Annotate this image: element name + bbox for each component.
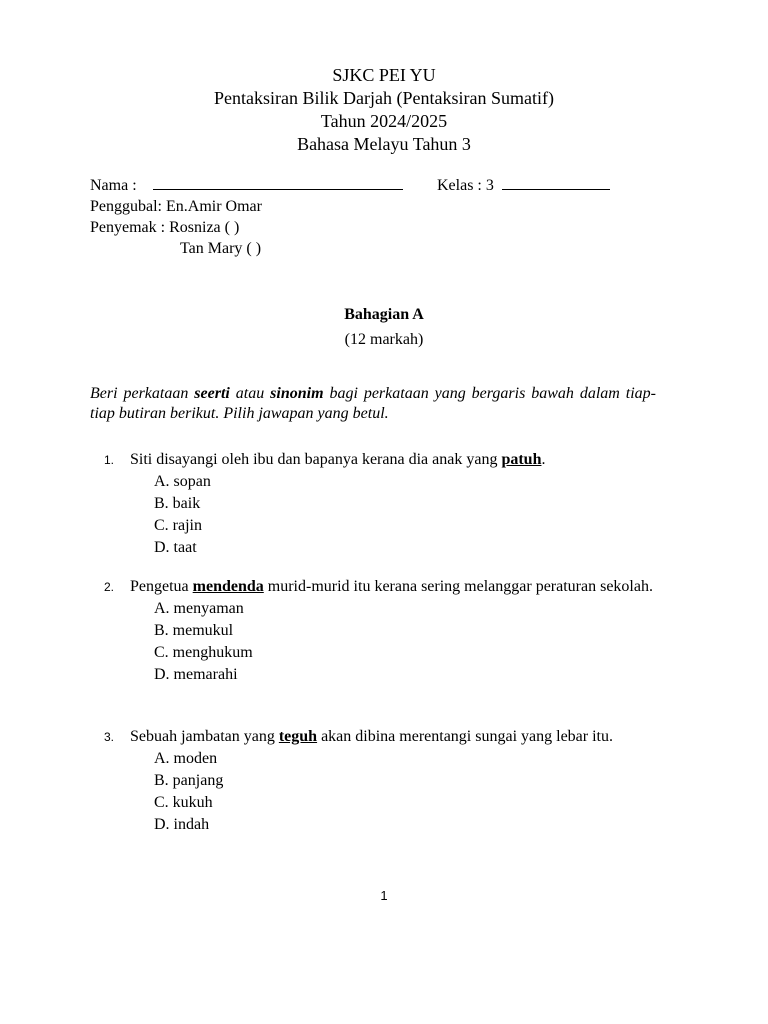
instruction-keyword-seerti: seerti (194, 385, 230, 402)
question-stem-before: Pengetua (130, 578, 193, 595)
question-text (130, 449, 690, 470)
option-b[interactable]: B. baik (154, 495, 201, 512)
answer-options (154, 471, 690, 559)
class-blank (502, 175, 610, 190)
question-text (130, 726, 690, 747)
class-field (437, 175, 610, 196)
checker-2-name: Tan Mary ( ) (180, 240, 262, 257)
question-keyword: teguh (278, 728, 318, 745)
class-label: Kelas : 3 (437, 177, 494, 194)
page-number: 1 (380, 888, 388, 903)
question-keyword: mendenda (192, 578, 264, 595)
instruction-part-2: atau (229, 385, 271, 402)
question-2 (90, 576, 690, 686)
name-row (90, 175, 494, 196)
option-c[interactable]: C. menghukum (154, 644, 253, 661)
instruction-keyword-sinonim: sinonim (270, 385, 324, 402)
name-blank (153, 175, 403, 190)
section-title: Bahagian A (344, 306, 424, 323)
option-d[interactable]: D. indah (154, 816, 210, 833)
option-c[interactable]: C. kukuh (154, 794, 213, 811)
answer-options (154, 748, 690, 836)
subject-title: Bahasa Melayu Tahun 3 (297, 134, 471, 154)
assessment-title: Pentaksiran Bilik Darjah (Pentaksiran Sumatif) (214, 88, 554, 108)
question-3 (90, 726, 690, 836)
question-1 (90, 449, 690, 559)
question-number: 3. (104, 730, 115, 744)
option-d[interactable]: D. memarahi (154, 666, 238, 683)
question-stem-before: Siti disayangi oleh ibu dan bapanya kerana dia anak yang (130, 451, 502, 468)
setter-row: Penggubal: En.Amir Omar (90, 198, 262, 215)
question-number: 2. (104, 580, 115, 594)
question-stem-before: Sebuah jambatan yang (130, 728, 279, 745)
question-text (130, 576, 690, 597)
name-label: Nama : (90, 177, 137, 194)
option-c[interactable]: C. rajin (154, 517, 202, 534)
checker-row-2 (90, 238, 403, 259)
section-marks: (12 markah) (344, 331, 424, 348)
option-d[interactable]: D. taat (154, 539, 197, 556)
question-stem-after: murid-murid itu kerana sering melanggar peraturan sekolah. (263, 578, 653, 595)
option-a[interactable]: A. moden (154, 750, 218, 767)
school-name: SJKC PEI YU (332, 65, 436, 85)
question-keyword: patuh (501, 451, 542, 468)
academic-year: Tahun 2024/2025 (320, 111, 448, 131)
answer-options (154, 598, 690, 686)
question-number: 1. (104, 453, 115, 467)
question-stem-after: akan dibina merentangi sungai yang lebar itu. (317, 728, 613, 745)
instruction-part-3: bagi perkataan yang bergaris bawah dalam tiap-tiap butiran berikut. Pilih jawapan yang betul. (90, 385, 656, 422)
option-a[interactable]: A. menyaman (154, 600, 244, 617)
student-info (90, 175, 494, 259)
exam-header (0, 64, 768, 156)
option-b[interactable]: B. memukul (154, 622, 234, 639)
instruction-part-1: Beri perkataan (90, 385, 195, 402)
option-b[interactable]: B. panjang (154, 772, 224, 789)
checker-row-1: Penyemak : Rosniza ( ) (90, 219, 240, 236)
section-heading (0, 302, 768, 352)
question-stem-after: . (541, 451, 546, 468)
instruction-text (90, 384, 656, 424)
option-a[interactable]: A. sopan (154, 473, 211, 490)
